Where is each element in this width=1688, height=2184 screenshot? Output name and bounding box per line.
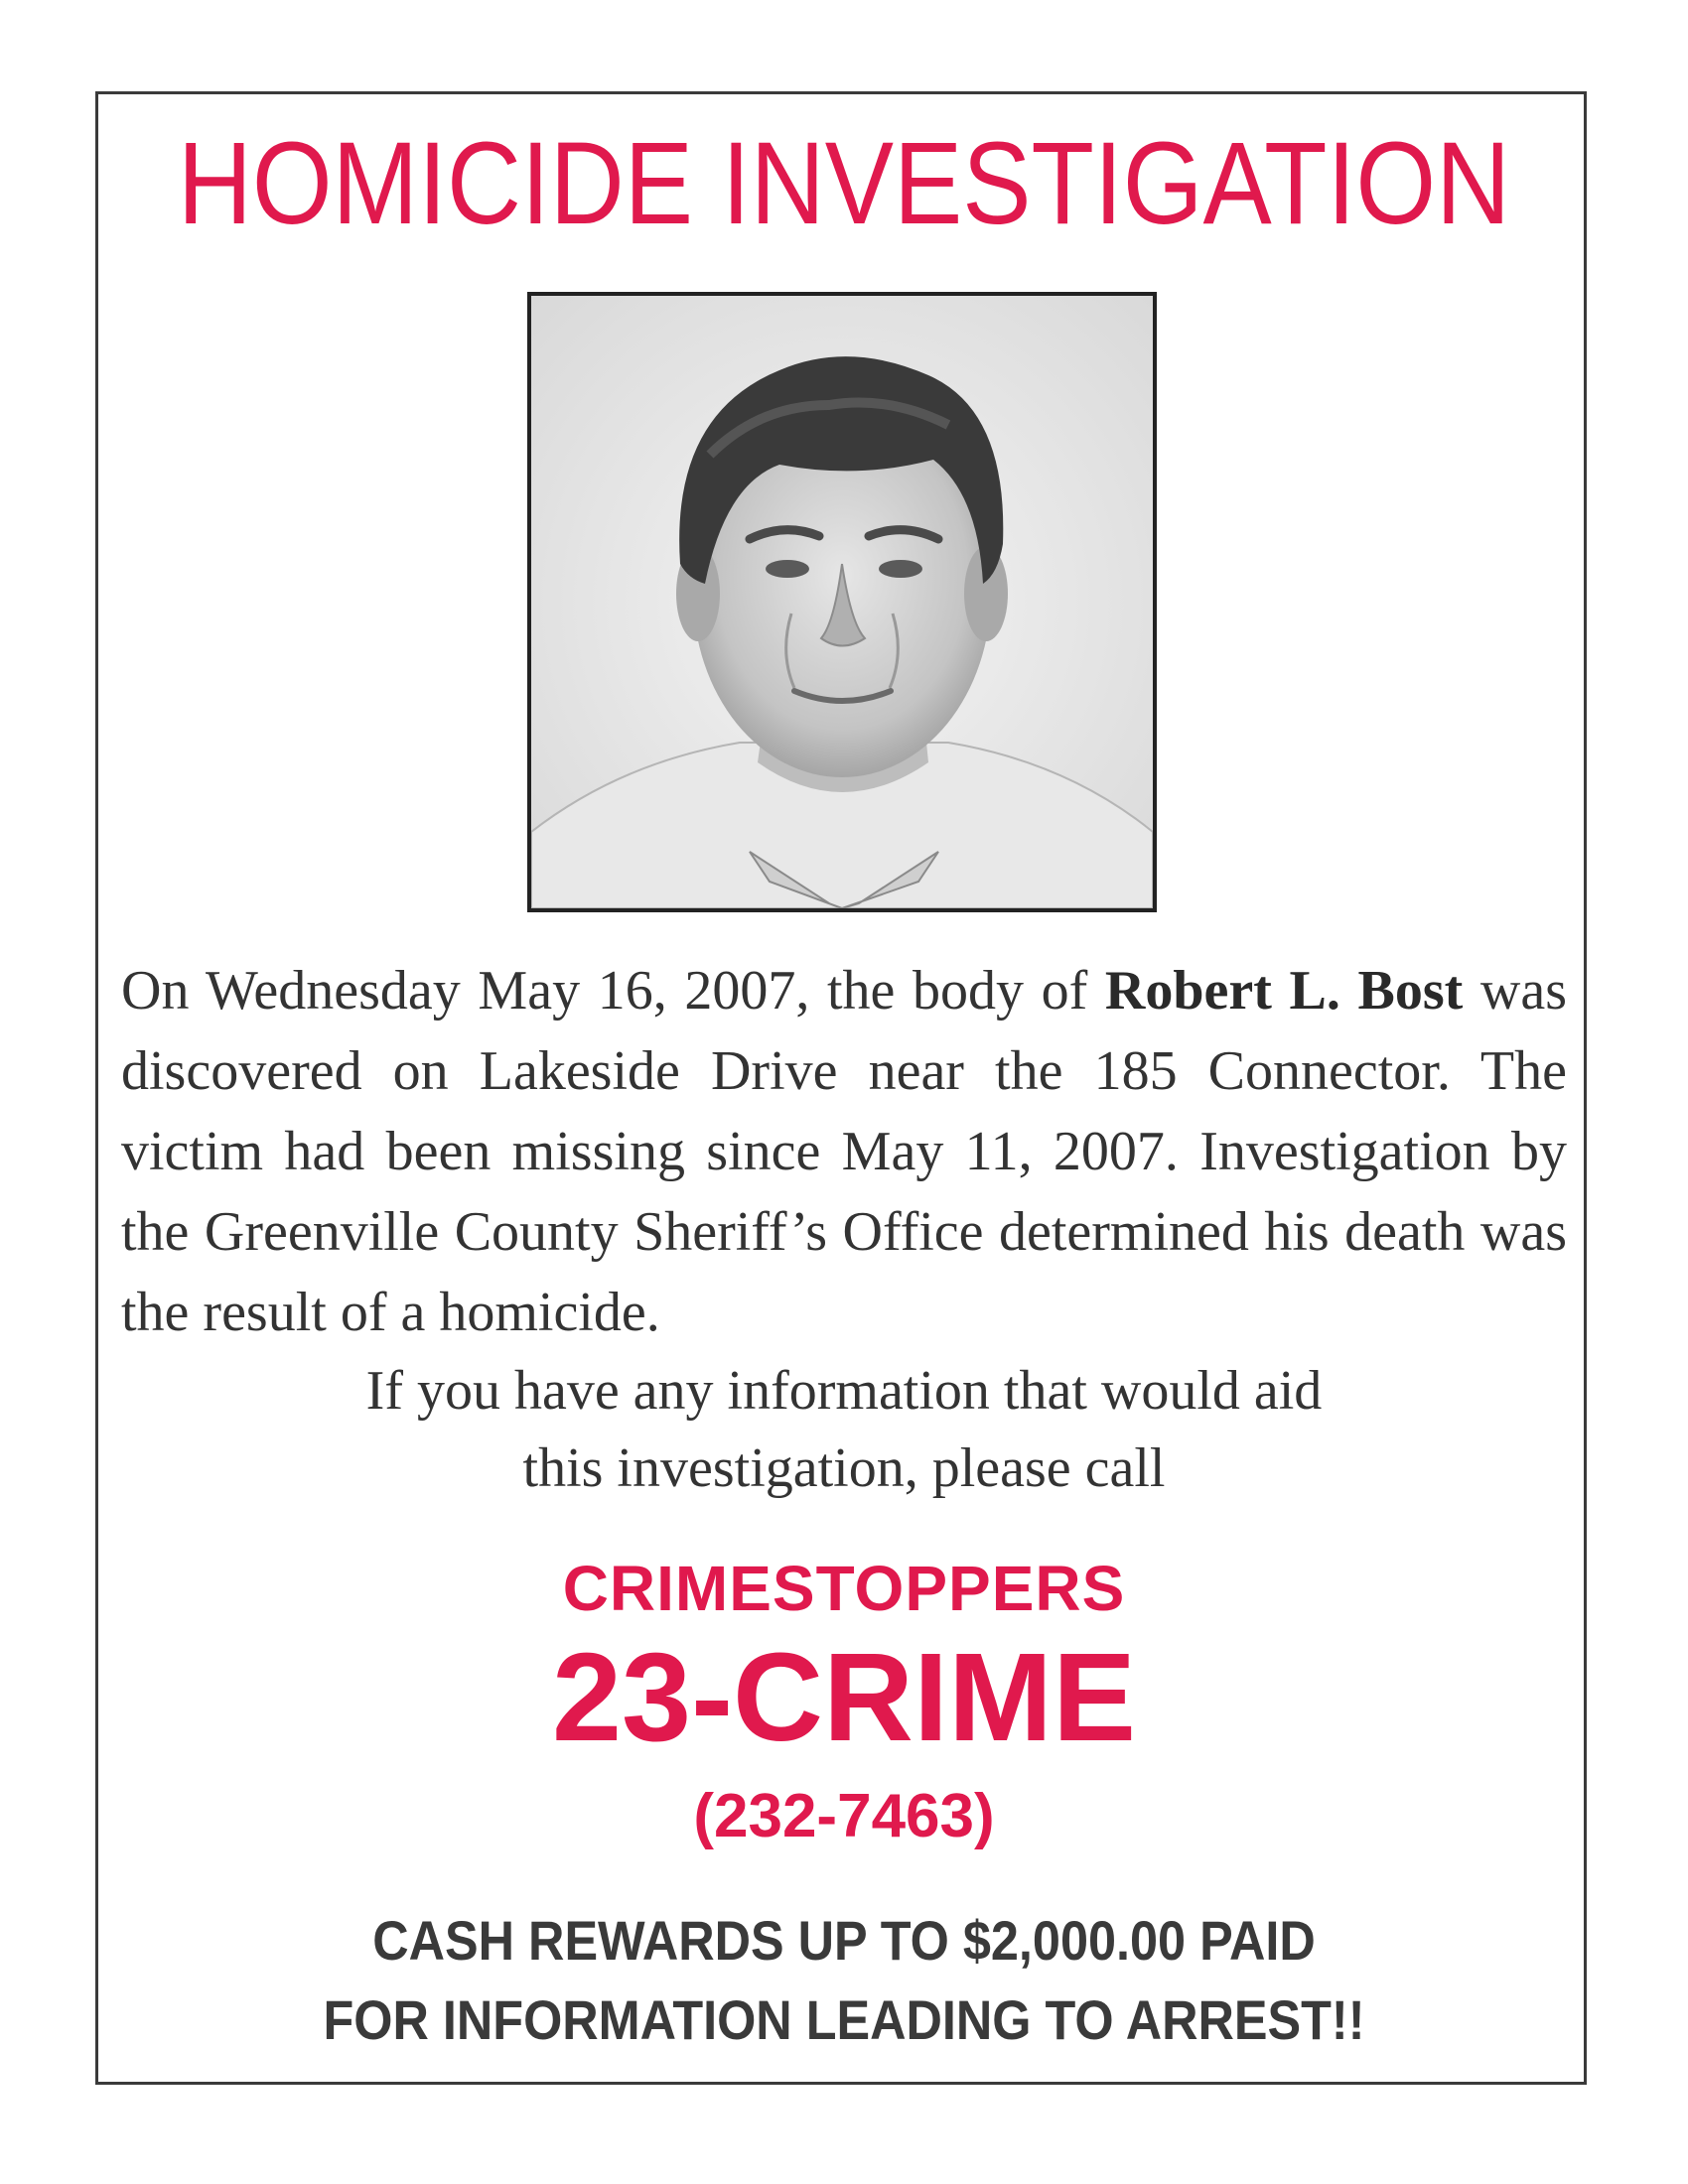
incident-description	[121, 951, 1567, 1353]
description-intro: On Wednesday May 16, 2007, the body of	[121, 960, 1105, 1022]
victim-photo	[527, 292, 1157, 912]
information-request	[199, 1352, 1489, 1507]
plea-line-1: If you have any information that would aid	[365, 1360, 1323, 1422]
plea-line-2: this investigation, please call	[522, 1437, 1166, 1499]
crimestoppers-label: CRIMESTOPPERS	[562, 1553, 1126, 1624]
phone-number: (232-7463)	[693, 1782, 995, 1850]
poster-headline: HOMICIDE INVESTIGATION	[177, 118, 1511, 249]
victim-name: Robert L. Bost	[1104, 960, 1464, 1022]
reward-line-1: CASH REWARDS UP TO $2,000.00 PAID	[372, 1909, 1316, 1972]
victim-portrait-image	[531, 296, 1153, 908]
reward-line-2: FOR INFORMATION LEADING TO ARREST!!	[323, 1988, 1365, 2051]
description-details: was discovered on Lakeside Drive near the 185 Connector. The victim had been missing since May 11, 2007. Investigation by the Greenville County Sheriff’s Office determined his death was the result of a homicide.	[121, 960, 1568, 1343]
hotline-number: 23-CRIME	[551, 1627, 1137, 1767]
